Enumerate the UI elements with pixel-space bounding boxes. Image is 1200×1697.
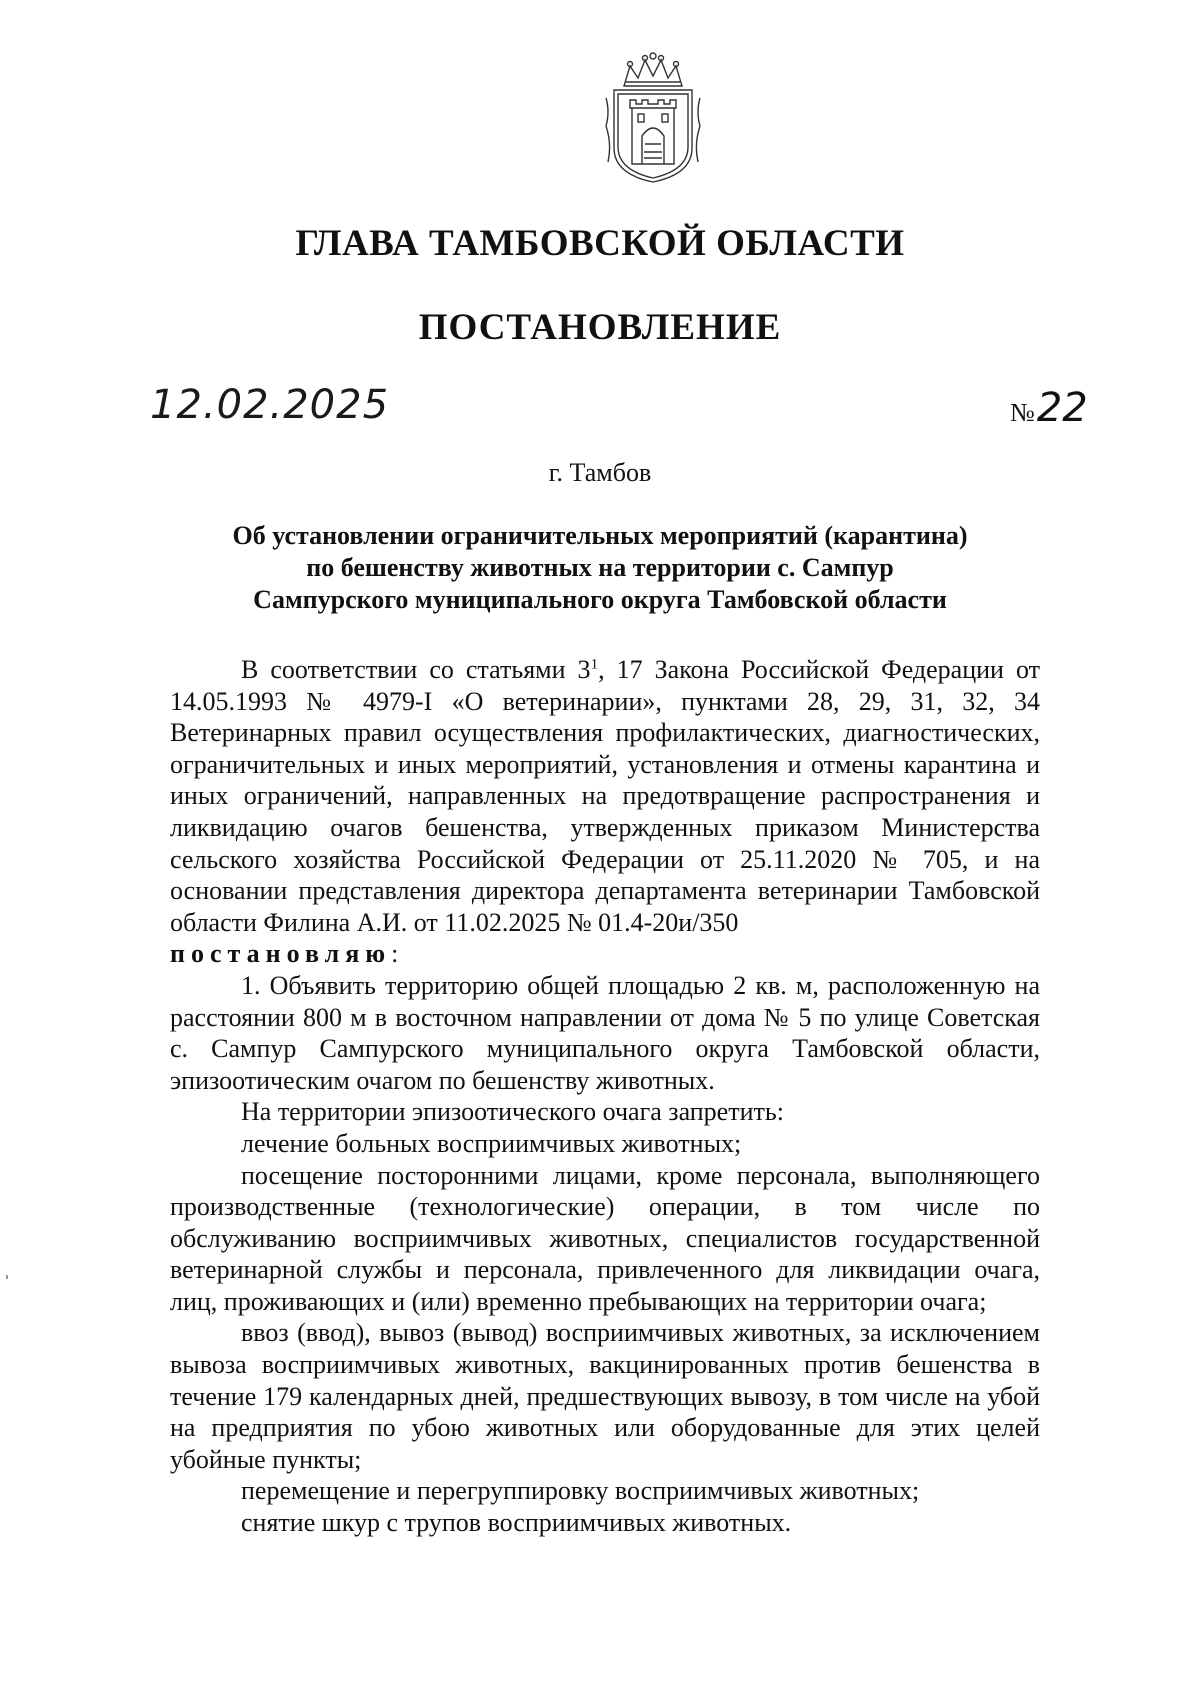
preamble-text-1: В соответствии со статьями 3: [241, 655, 591, 684]
number-value: 22: [1036, 385, 1088, 431]
paragraph-prohibit-visits: посещение посторонними лицами, кроме персонала, выполняющего производственные (технологические) операции, в том числе по обслуживанию восприимчивых животных, специалистов государственной ветеринарной службы и персонала, привлеченного для ликвидации очага, лиц, проживающих и (или) временно пребывающих на территории очага;: [170, 1160, 1040, 1316]
decree-line: [170, 938, 1040, 970]
heading-line-1: Об установлении ограничительных мероприятий (карантина): [232, 521, 968, 550]
document-heading: [200, 520, 1000, 616]
document-type-title: ПОСТАНОВЛЕНИЕ: [418, 307, 782, 348]
paragraph-prohibit-regrouping: перемещение и перегруппировку восприимчивых животных;: [241, 1476, 920, 1506]
paragraph-item-1: 1. Объявить территорию общей площадью 2 кв. м, расположенную на расстоянии 800 м в восточном направлении от дома № 5 по улице Советская с. Сампур Сампурского муниципального округа Тамбовской области, эпизоотическим очагом по бешенству животных.: [170, 970, 1040, 1095]
decree-word: постановляю: [170, 939, 392, 969]
document-number: [1010, 385, 1088, 431]
article-superscript: 1: [590, 656, 599, 673]
paragraph-prohibit-transport: ввоз (ввод), вывоз (вывод) восприимчивых животных, за исключением вывоза восприимчивых животных, вакцинированных против бешенства в течение 179 календарных дней, предшествующих вывозу, в том числе на убой на предприятия по убою животных или оборудованные для этих целей убойные пункты;: [170, 1318, 1040, 1474]
heading-line-2: по бешенству животных на территории с. Сампур: [306, 553, 894, 582]
tambov-coat-of-arms-emblem: [602, 52, 704, 186]
paragraph-prohibit-skinning: снятие шкур с трупов восприимчивых животных.: [241, 1508, 792, 1538]
decree-colon: :: [391, 939, 399, 969]
number-sign: №: [1010, 398, 1035, 427]
issue-city: г. Тамбов: [548, 458, 652, 487]
heading-line-3: Сампурского муниципального округа Тамбовской области: [253, 585, 947, 614]
issuing-authority: ГЛАВА ТАМБОВСКОЙ ОБЛАСТИ: [295, 223, 905, 264]
preamble-text-2: , 17 Закона Российской Федерации от 14.05.1993 № 4979-I «О ветеринарии», пунктами 28, 29, 31, 32, 34 Ветеринарных правил осуществления профилактических, диагностических, ограничительных и иных мероприятий, установления и отмены карантина и иных ограничений, направленных на предотвращение распространения и ликвидацию очагов бешенства, утвержденных приказом Министерства сельского хозяйства Российской Федерации от 25.11.2020 № 705, и на основании представления директора департамента ветеринарии Тамбовской области Филина А.И. от 11.02.2025 № 01.4-20и/350: [170, 655, 1040, 937]
scan-speck: [6, 1275, 8, 1279]
preamble-paragraph: [170, 654, 1040, 938]
paragraph-prohibit-intro: На территории эпизоотического очага запретить:: [241, 1097, 784, 1127]
paragraph-prohibit-treatment: лечение больных восприимчивых животных;: [241, 1128, 742, 1158]
document-date: 12.02.2025: [150, 382, 390, 428]
document-body: [170, 654, 1040, 1539]
